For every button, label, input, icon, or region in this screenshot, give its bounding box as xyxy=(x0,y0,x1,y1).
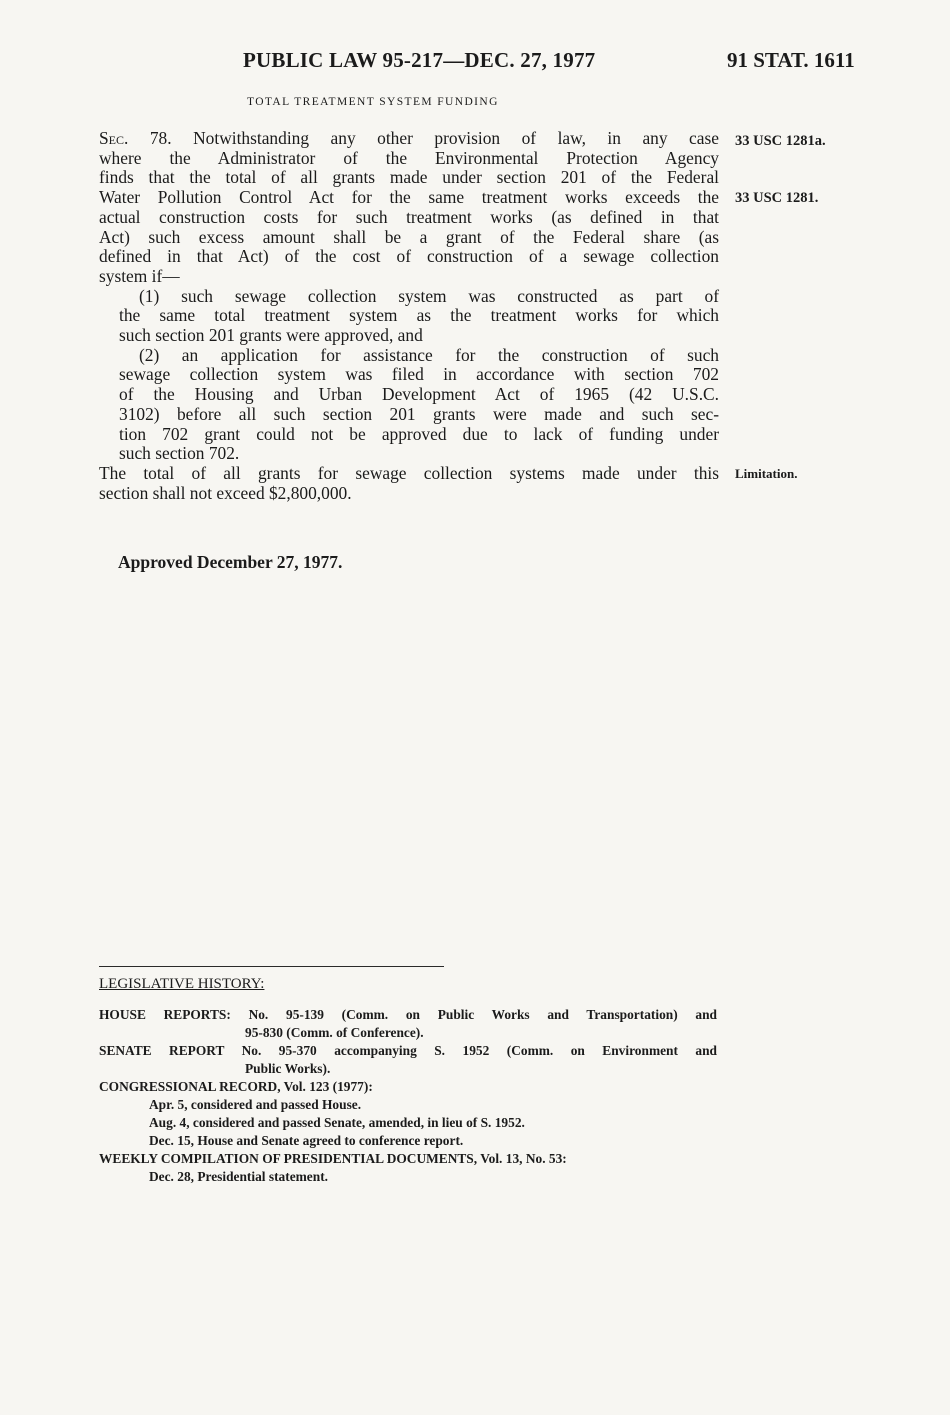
approval-date: Approved December 27, 1977. xyxy=(118,552,343,572)
section-heading: TOTAL TREATMENT SYSTEM FUNDING xyxy=(247,96,499,108)
clause-2-line: 3102) before all such section 201 grants were made and such sec- xyxy=(119,403,719,424)
body-line: where the Administrator of the Environmental Protection Agency xyxy=(99,147,719,168)
senate-report: SENATE REPORT No. 95-370 accompanying S. 1952 (Comm. on Environment and xyxy=(99,1043,717,1058)
divider xyxy=(99,966,444,967)
body-line: finds that the total of all grants made under section 201 of the Federal xyxy=(99,167,719,188)
page-header-title: PUBLIC LAW 95-217—DEC. 27, 1977 xyxy=(243,48,596,72)
body-line: Act) such excess amount shall be a grant of the Federal share (as xyxy=(99,226,719,247)
house-reports: HOUSE REPORTS: No. 95-139 (Comm. on Public Works and Transportation) and xyxy=(99,1007,717,1022)
clause-2-line: such section 702. xyxy=(119,443,240,464)
legislative-history-title: LEGISLATIVE HISTORY: xyxy=(99,976,265,992)
closing-line: section shall not exceed $2,800,000. xyxy=(99,482,352,503)
section-label: Sec. xyxy=(99,128,129,148)
clause-1-line: the same total treatment system as the treatment works for which xyxy=(119,305,719,326)
congressional-record: CONGRESSIONAL RECORD, Vol. 123 (1977): xyxy=(99,1079,373,1094)
margin-note-limitation: Limitation. xyxy=(735,466,798,481)
section-body xyxy=(99,129,719,503)
margin-note-citation: 33 USC 1281a. xyxy=(735,133,826,149)
body-line: Sec. 78. Notwithstanding any other provision of law, in any case xyxy=(99,128,719,148)
record-entry: Aug. 4, considered and passed Senate, amended, in lieu of S. 1952. xyxy=(149,1115,525,1130)
body-line: actual construction costs for such treatment works (as defined in that xyxy=(99,206,719,227)
closing-line: The total of all grants for sewage collection systems made under this xyxy=(99,462,719,483)
legislative-history xyxy=(99,1006,717,1186)
weekly-entry: Dec. 28, Presidential statement. xyxy=(149,1169,328,1184)
body-line: system if— xyxy=(99,265,180,286)
margin-note-citation: 33 USC 1281. xyxy=(735,190,819,206)
clause-2-line: (2) an application for assistance for the construction of such xyxy=(139,344,719,365)
statute-citation: 91 STAT. 1611 xyxy=(727,48,855,72)
weekly-compilation: WEEKLY COMPILATION OF PRESIDENTIAL DOCUMENTS, Vol. 13, No. 53: xyxy=(99,1151,567,1166)
body-line: defined in that Act) of the cost of construction of a sewage collection xyxy=(99,246,719,267)
house-reports-cont: 95-830 (Comm. of Conference). xyxy=(245,1025,424,1040)
body-line: Water Pollution Control Act for the same treatment works exceeds the xyxy=(99,187,719,208)
clause-2-line: of the Housing and Urban Development Act of 1965 (42 U.S.C. xyxy=(119,384,719,405)
senate-report-cont: Public Works). xyxy=(245,1061,331,1076)
clause-2-line: tion 702 grant could not be approved due to lack of funding under xyxy=(119,423,719,444)
record-entry: Apr. 5, considered and passed House. xyxy=(149,1097,362,1112)
clause-1-line: such section 201 grants were approved, and xyxy=(119,325,423,346)
clause-2-line: sewage collection system was filed in accordance with section 702 xyxy=(119,364,719,385)
clause-1-line: (1) such sewage collection system was constructed as part of xyxy=(139,285,719,306)
record-entry: Dec. 15, House and Senate agreed to conference report. xyxy=(149,1133,464,1148)
